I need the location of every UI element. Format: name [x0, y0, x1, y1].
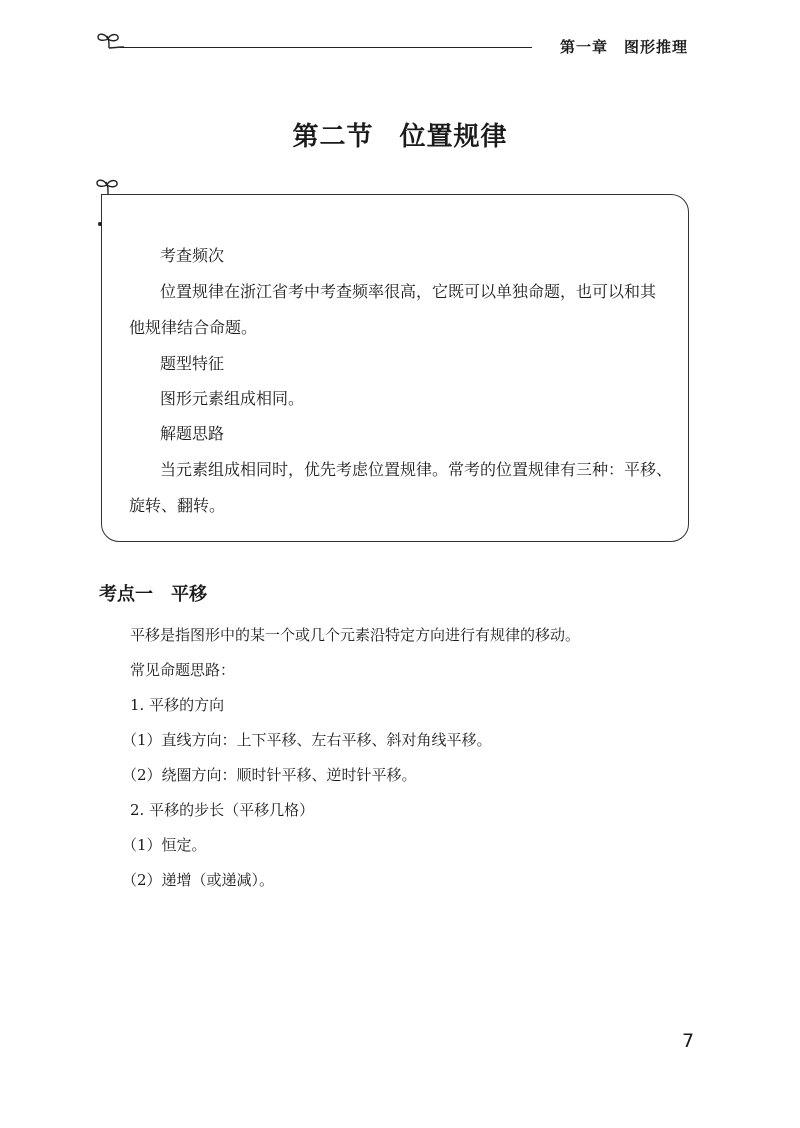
- list-heading: 1. 平移的方向: [130, 696, 225, 714]
- list-item: （1）恒定。: [122, 836, 207, 854]
- list-heading: 2. 平移的步长（平移几格）: [130, 801, 315, 819]
- list-item: （1）直线方向：上下平移、左右平移、斜对角线平移。: [122, 731, 492, 749]
- section-heading: [99, 580, 207, 606]
- point-label: 考点一: [99, 584, 153, 605]
- header-chapter-title: 图形推理: [624, 38, 689, 56]
- summary-paragraph: 位置规律在浙江省考中考查频率很高，它既可以单独命题，也可以和其: [160, 282, 657, 301]
- summary-paragraph: 他规律结合命题。: [129, 318, 258, 337]
- summary-paragraph: 图形元素组成相同。: [160, 389, 305, 408]
- header-chapter: 第一章: [560, 38, 609, 56]
- body-paragraph: 常见命题思路：: [130, 661, 236, 679]
- page-title: [0, 116, 800, 153]
- summary-heading-frequency: 考查频次: [160, 246, 225, 265]
- list-item: （2）递增（或递减）。: [122, 871, 275, 889]
- sprout-icon: [96, 30, 124, 52]
- page-number: 7: [682, 1030, 695, 1052]
- box-marker: [98, 222, 102, 226]
- point-title: 平移: [171, 584, 207, 605]
- body-paragraph: 平移是指图形中的某一个或几个元素沿特定方向进行有规律的移动。: [130, 626, 581, 644]
- summary-paragraph: 旋转、翻转。: [129, 496, 226, 515]
- header-rule: [120, 47, 532, 48]
- list-item: （2）绕圈方向：顺时针平移、逆时针平移。: [122, 766, 417, 784]
- running-header: [560, 36, 688, 57]
- section-name: 位置规律: [399, 122, 508, 152]
- section-number: 第二节: [292, 122, 374, 152]
- summary-heading-features: 题型特征: [160, 354, 225, 373]
- summary-heading-approach: 解题思路: [160, 424, 225, 443]
- summary-paragraph: 当元素组成相同时，优先考虑位置规律。常考的位置规律有三种：平移、: [160, 460, 673, 479]
